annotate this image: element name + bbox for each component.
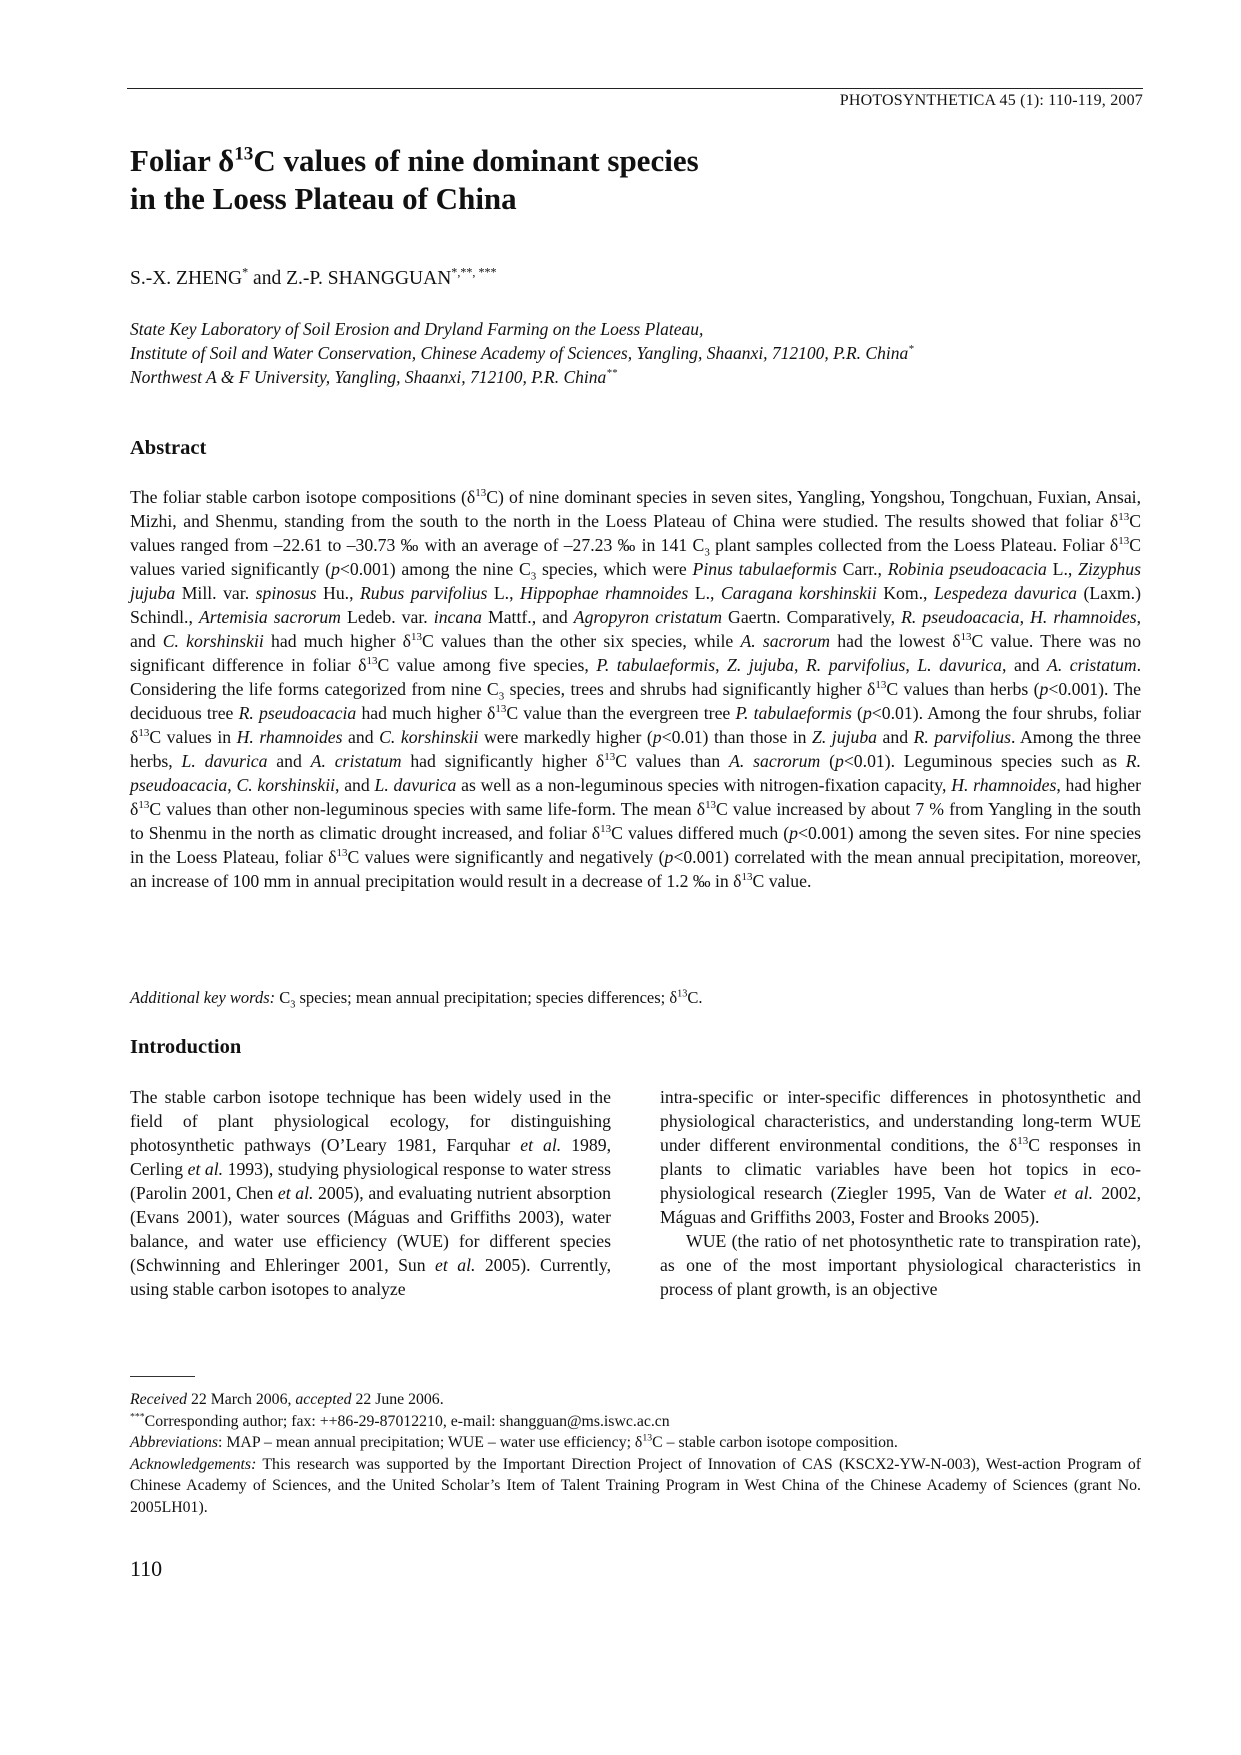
author-list: S.-X. ZHENG* and Z.-P. SHANGGUAN*,**, *** (130, 265, 497, 289)
affiliation-mark: * (242, 265, 249, 280)
footnotes (130, 1389, 1141, 1518)
title-line2: in the Loess Plateau of China (130, 181, 517, 216)
introduction-column-right (660, 1085, 1141, 1301)
abstract-text: The foliar stable carbon isotope compositions $(\delta^{13}C)$ of nine dominant species in seven sites, Yangling, Yongshou, Tongchuan, Fuxian, Ansai, Mizhi, and Shenmu, standing from the south to the north in the Loess Plateau of China were studied. The results showed that foliar $\delta^{13}C$ values ranged from –22.61 to –30.73 ‰ with an average of –27.23 ‰ in 141 $C_3$ plant samples collected from the Loess Plateau. Foliar $\delta^{13}C$ values varied significantly (p<0.001) among the nine $C_3$ species, which were Pinus tabulaeformis Carr., Robinia pseudoacacia L., Zizyphus jujuba Mill. var. spinosus Hu., Rubus parvifolius L., Hippophae rhamnoides L., Caragana korshinskii Kom., Lespedeza davurica (Laxm.) Schindl., Artemisia sacrorum Ledeb. var. incana Mattf., and Agropyron cristatum Gaertn. Comparatively, R. pseudoacacia, H. rhamnoides, and C. korshinskii had much higher $\delta^{13}C$ values than the other six species, while A. sacrorum had the lowest $\delta^{13}C$ value. There was no significant difference in foliar $\delta^{13}C$ value among five species, P. tabulaeformis, Z. jujuba, R. parvifolius, L. davurica, and A. cristatum. Considering the life forms categorized from nine $C_3$ species, trees and shrubs had significantly higher $\delta^{13}C$ values than herbs (p<0.001). The deciduous tree R. pseudoacacia had much higher $\delta^{13}C$ value than the evergreen tree P. tabulaeformis (p<0.01). Among the four shrubs, foliar $\delta^{13}C$ values in H. rhamnoides and C. korshinskii were markedly higher (p<0.01) than those in Z. jujuba and R. parvifolius. Among the three herbs, L. davurica and A. cristatum had significantly higher $\delta^{13}C$ values than A. sacrorum (p<0.01). Leguminous species such as R. pseudoacacia, C. korshinskii, and L. davurica as well as a non-leguminous species with nitrogen-fixation capacity, H. rhamnoides, had higher $\delta^{13}C$ values than other non-leguminous species with same life-form. The mean $\delta^{13}C$ value increased by about 7 % from Yangling in the south to Shenmu in the north as climatic drought increased, and foliar $\delta^{13}C$ values differed much (p<0.001) among the seven sites. For nine species in the Loess Plateau, foliar $\delta^{13}C$ values were significantly and negatively (p<0.001) correlated with the mean annual precipitation, moreover, an increase of 100 mm in annual precipitation would result in a decrease of 1.2 ‰ in $\delta^{13}C$ value. (130, 487, 1142, 891)
paragraph: intra-specific or inter-specific differences in photosynthetic and physiological characteristics, and understanding long-term WUE under different environmental conditions, the $\delta^{13}C$ responses in plants to climatic variables have been hot topics in eco-physiological research (Ziegler 1995, Van de Water et al. 2002, Máguas and Griffiths 2003, Foster and Brooks 2005). (660, 1087, 1142, 1227)
received-note: Received 22 March 2006, accepted 22 June 2006. (130, 1391, 444, 1408)
affiliation-line: State Key Laboratory of Soil Erosion and Dryland Farming on the Loess Plateau, (130, 319, 704, 339)
title-line1: Foliar $\delta^{13}C$ values of nine dominant species (130, 143, 699, 178)
author-name: S.-X. ZHENG (130, 268, 243, 289)
affiliations (130, 317, 1140, 389)
abstract-heading: Abstract (130, 437, 207, 459)
affiliation-line: Northwest A & F University, Yangling, Shaanxi, 712100, P.R. China** (130, 367, 618, 387)
footnote-rule (130, 1376, 195, 1377)
corresponding-author-note: ***Corresponding author; fax: ++86-29-87012210, e-mail: shangguan@ms.iswc.ac.cn (130, 1411, 670, 1430)
affiliation-line: Institute of Soil and Water Conservation, Chinese Academy of Sciences, Yangling, Shaanxi, 712100, P.R. China* (130, 343, 914, 363)
article-title (130, 142, 699, 218)
page-number: 110 (130, 1556, 163, 1581)
acknowledgements-note: Acknowledgements: This research was supported by the Important Direction Project of Innovation of CAS (KSCX2-YW-N-003), West-action Program of Chinese Academy of Sciences, and the United Scholar’s Item of Talent Training Program in West China of the Chinese Academy of Sciences (grant No. 2005LH01). (130, 1455, 1141, 1516)
abbreviations-note: Abbreviations: MAP – mean annual precipitation; WUE – water use efficiency; $\delta^{13}C$ – stable carbon isotope composition. (130, 1432, 898, 1451)
author-name: Z.-P. SHANGGUAN (286, 268, 452, 289)
introduction-column-left: The stable carbon isotope technique has been widely used in the field of plant physiological ecology, for distinguishing photosynthetic pathways (O’Leary 1981, Farquhar et al. 1989, Cerling et al. 1993), studying physiological response to water stress (Parolin 2001, Chen et al. 2005), and evaluating nutrient absorption (Evans 2001), water sources (Máguas and Griffiths 2003), water balance, and water use efficiency (WUE) for different species (Schwinning and Ehleringer 2001, Sun et al. 2005). Currently, using stable carbon isotopes to analyze (130, 1087, 612, 1299)
key-words: Additional key words: $C_3$ species; mean annual precipitation; species differences; $\delta^{13}C$. (130, 988, 703, 1011)
paragraph: WUE (the ratio of net photosynthetic rate to transpiration rate), as one of the most important physiological characteristics in process of plant growth, is an objective (660, 1231, 1141, 1299)
introduction-heading: Introduction (130, 1036, 242, 1058)
header-rule (127, 88, 1143, 89)
key-words-label: Additional key words: (130, 988, 276, 1007)
affiliation-mark: *,**, *** (451, 265, 497, 280)
running-head: PHOTOSYNTHETICA 45 (1): 110-119, 2007 (839, 92, 1143, 109)
